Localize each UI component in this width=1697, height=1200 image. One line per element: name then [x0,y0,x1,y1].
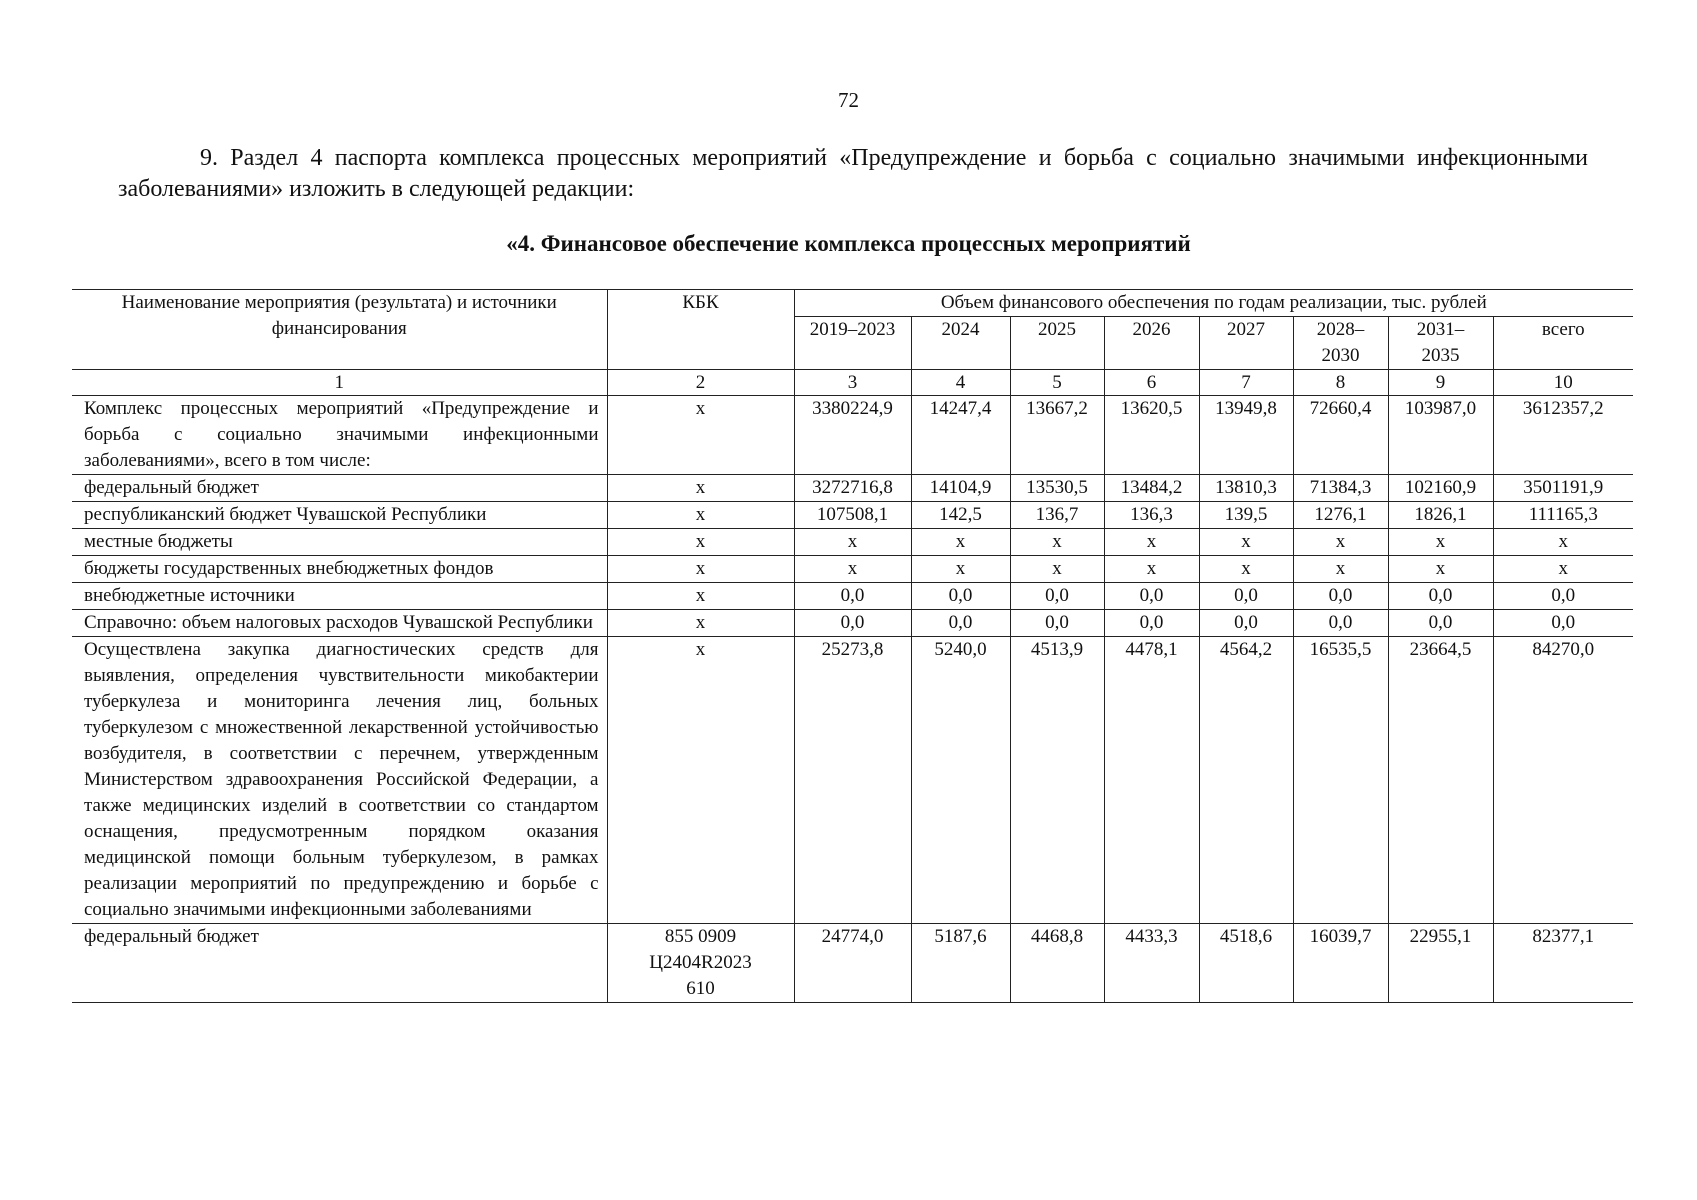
row-name: бюджеты государственных внебюджетных фондов [72,556,607,583]
row-value: х [1493,529,1633,556]
col-number: 1 [72,370,607,396]
row-value: 0,0 [1104,583,1199,610]
row-kbk: х [607,529,794,556]
row-value: 0,0 [794,583,911,610]
row-value: х [1293,529,1388,556]
row-value: 0,0 [1293,583,1388,610]
header-year: 2031–2035 [1388,317,1493,370]
table-row [72,529,1633,556]
header-year: 2026 [1104,317,1199,370]
row-value: 5240,0 [911,637,1010,924]
row-value: 13810,3 [1199,475,1293,502]
row-value: 103987,0 [1388,396,1493,475]
row-value: 13484,2 [1104,475,1199,502]
table-row [72,502,1633,529]
row-value: 0,0 [911,610,1010,637]
header-row-1 [72,290,1633,317]
row-value: х [1493,556,1633,583]
row-value: 0,0 [1293,610,1388,637]
row-kbk: х [607,637,794,924]
row-value: 14247,4 [911,396,1010,475]
row-value: 13949,8 [1199,396,1293,475]
row-kbk: 855 0909 Ц2404R2023 610 [607,924,794,1003]
col-number: 7 [1199,370,1293,396]
row-value: 4433,3 [1104,924,1199,1003]
financing-table [72,289,1633,1003]
row-value: 4513,9 [1010,637,1104,924]
row-value: 3612357,2 [1493,396,1633,475]
row-value: 0,0 [1010,610,1104,637]
row-value: 16535,5 [1293,637,1388,924]
row-value: 16039,7 [1293,924,1388,1003]
row-value: 24774,0 [794,924,911,1003]
row-value: х [911,556,1010,583]
row-value: х [1010,556,1104,583]
row-value: 0,0 [1388,583,1493,610]
header-year: 2019–2023 [794,317,911,370]
header-year: 2028–2030 [1293,317,1388,370]
row-name: Осуществлена закупка диагностических средств для выявления, определения чувствительности микобактерии туберкулеза и мониторинга лечения лиц, больных туберкулезом с множественной лекарственной устойчивостью возбудителя, в соответствии с перечнем, утвержденным Министерством здравоохранения Российской Федерации, а также медицинских изделий в соответствии со стандартом оснащения, предусмотренным порядком оказания медицинской помощи больным туберкулезом, в рамках реализации мероприятий по предупреждению и борьбе с социально значимыми инфекционными заболеваниями [72,637,607,924]
row-name: Комплекс процессных мероприятий «Предупреждение и борьба с социально значимыми инфекционными заболеваниями», всего в том числе: [72,396,607,475]
table-row [72,637,1633,924]
header-year: 2024 [911,317,1010,370]
row-value: 0,0 [1199,583,1293,610]
col-number: 6 [1104,370,1199,396]
row-value: 13620,5 [1104,396,1199,475]
table-row [72,583,1633,610]
row-value: 71384,3 [1293,475,1388,502]
row-name: федеральный бюджет [72,924,607,1003]
row-value: 136,7 [1010,502,1104,529]
col-number: 5 [1010,370,1104,396]
table-body [72,396,1633,1003]
row-value: х [1293,556,1388,583]
col-number: 10 [1493,370,1633,396]
row-kbk: х [607,583,794,610]
section-heading: «4. Финансовое обеспечение комплекса процессных мероприятий [506,231,1191,256]
row-value: 72660,4 [1293,396,1388,475]
header-year: всего [1493,317,1633,370]
row-value: 4518,6 [1199,924,1293,1003]
row-value: 5187,6 [911,924,1010,1003]
header-name-col: Наименование мероприятия (результата) и источники финансирования [72,290,607,370]
col-number: 3 [794,370,911,396]
row-value: 107508,1 [794,502,911,529]
header-volume-group: Объем финансового обеспечения по годам реализации, тыс. рублей [794,290,1633,317]
intro-paragraph: 9. Раздел 4 паспорта комплекса процессных мероприятий «Предупреждение и борьба с социально значимыми инфекционными заболеваниями» изложить в следующей редакции: [118,145,1588,202]
row-value: 1276,1 [1293,502,1388,529]
row-value: 0,0 [1010,583,1104,610]
row-value: 0,0 [1388,610,1493,637]
col-number: 9 [1388,370,1493,396]
table-row [72,556,1633,583]
row-value: 4468,8 [1010,924,1104,1003]
row-value: х [1199,529,1293,556]
page-number: 72 [838,88,859,112]
row-value: 0,0 [1493,583,1633,610]
row-value: х [1388,529,1493,556]
row-value: 3272716,8 [794,475,911,502]
row-value: 13667,2 [1010,396,1104,475]
row-value: х [794,529,911,556]
row-value: 0,0 [1493,610,1633,637]
row-value: 84270,0 [1493,637,1633,924]
row-value: 0,0 [1104,610,1199,637]
row-value: х [1388,556,1493,583]
row-kbk: х [607,556,794,583]
col-number: 4 [911,370,1010,396]
row-value: 102160,9 [1388,475,1493,502]
table-row [72,924,1633,1003]
row-value: х [794,556,911,583]
row-value: 136,3 [1104,502,1199,529]
col-number: 8 [1293,370,1388,396]
row-value: 0,0 [794,610,911,637]
row-value: 142,5 [911,502,1010,529]
row-value: 4478,1 [1104,637,1199,924]
row-kbk: х [607,475,794,502]
row-value: х [911,529,1010,556]
col-number: 2 [607,370,794,396]
row-value: 111165,3 [1493,502,1633,529]
header-year: 2027 [1199,317,1293,370]
row-value: 1826,1 [1388,502,1493,529]
row-value: х [1199,556,1293,583]
row-value: 4564,2 [1199,637,1293,924]
table-row [72,396,1633,475]
header-kbk-col: КБК [607,290,794,370]
table-row [72,610,1633,637]
row-kbk: х [607,396,794,475]
row-value: х [1104,529,1199,556]
row-value: 139,5 [1199,502,1293,529]
row-value: 22955,1 [1388,924,1493,1003]
row-value: 3501191,9 [1493,475,1633,502]
row-value: 23664,5 [1388,637,1493,924]
row-value: 0,0 [1199,610,1293,637]
row-value: 3380224,9 [794,396,911,475]
row-kbk: х [607,610,794,637]
row-name: местные бюджеты [72,529,607,556]
row-value: 0,0 [911,583,1010,610]
row-name: республиканский бюджет Чувашской Республики [72,502,607,529]
row-value: 25273,8 [794,637,911,924]
row-value: 82377,1 [1493,924,1633,1003]
row-name: Справочно: объем налоговых расходов Чувашской Республики [72,610,607,637]
row-value: х [1104,556,1199,583]
header-year: 2025 [1010,317,1104,370]
row-value: 13530,5 [1010,475,1104,502]
row-kbk: х [607,502,794,529]
row-name: федеральный бюджет [72,475,607,502]
row-value: 14104,9 [911,475,1010,502]
header-col-numbers [72,370,1633,396]
row-name: внебюджетные источники [72,583,607,610]
table-row [72,475,1633,502]
row-value: х [1010,529,1104,556]
